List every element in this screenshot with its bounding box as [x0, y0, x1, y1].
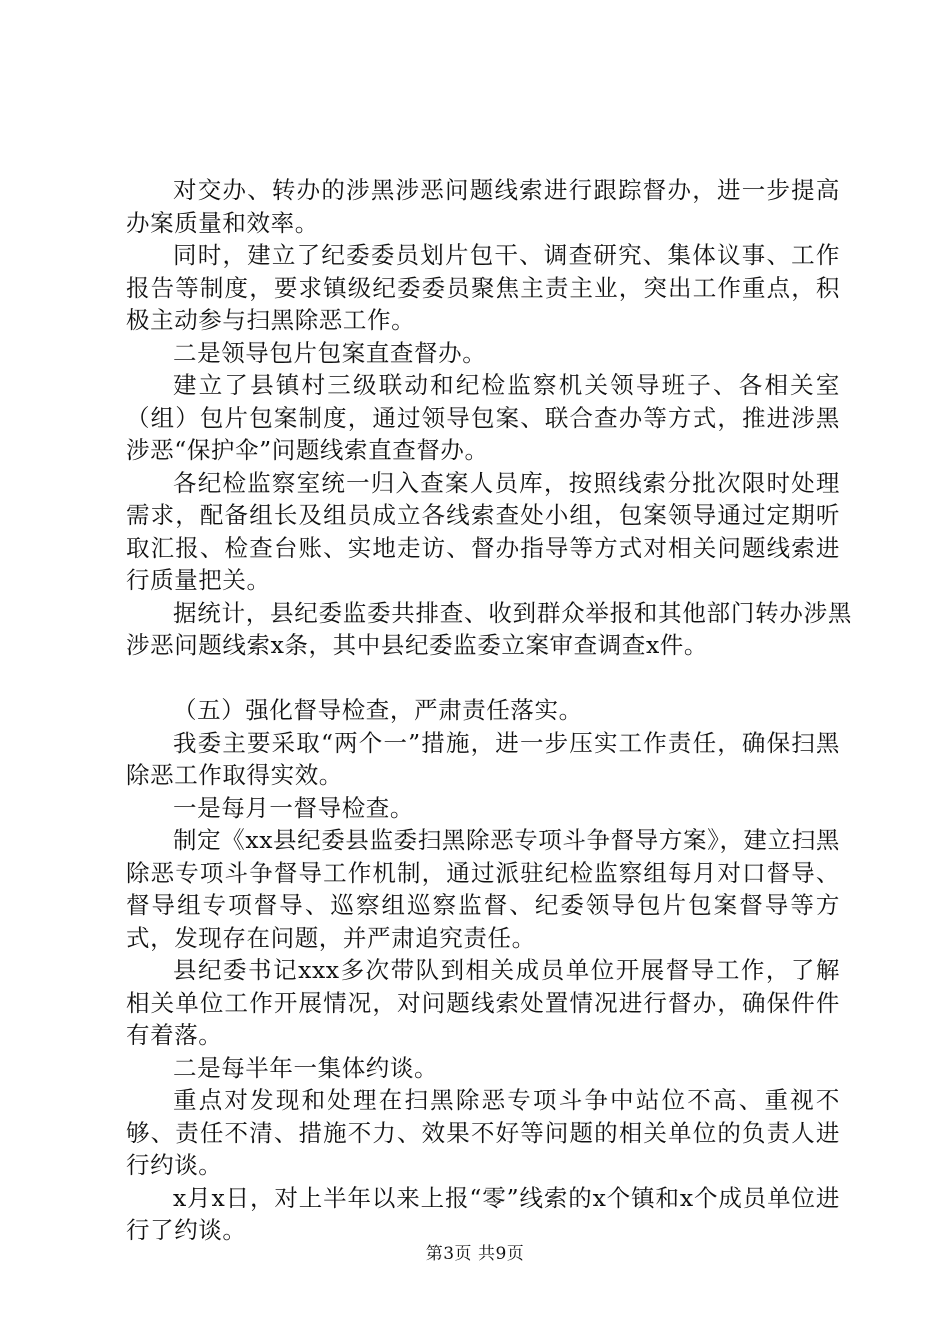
paragraph-spacer [126, 662, 840, 695]
page-number-footer: 第3页 共9页 [425, 1244, 525, 1264]
paragraph-committee-system: 同时，建立了纪委委员划片包干、调查研究、集体议事、工作报告等制度，要求镇级纪委委员聚焦主责主业，突出工作重点，积极主动参与扫黑除恶工作。 [126, 241, 840, 334]
paragraph-statistics: 据统计，县纪委监委共排查、收到群众举报和其他部门转办涉黑涉恶问题线索x条，其中县纪委监委立案审查调查x件。 [126, 598, 852, 659]
paragraph-three-level-linkage: 建立了县镇村三级联动和纪检监察机关领导班子、各相关室（组）包片包案制度，通过领导包案、联合查办等方式，推进涉黑涉恶“保护伞”问题线索直查督办。 [126, 371, 840, 464]
paragraph-heading-monthly-inspection: 一是每月一督导检查。 [173, 793, 414, 822]
document-body [126, 174, 852, 1247]
paragraph-followup-supervision: 对交办、转办的涉黑涉恶问题线索进行跟踪督办，进一步提高办案质量和效率。 [126, 176, 840, 237]
paragraph-talk-date: x月x日，对上半年以来上报“零”线索的x个镇和x个成员单位进行了约谈。 [126, 1183, 840, 1244]
paragraph-two-ones-measures: 我委主要采取“两个一”措施，进一步压实工作责任，确保扫黑除恶工作取得实效。 [126, 728, 840, 789]
paragraph-secretary-inspection: 县纪委书记xxx多次带队到相关成员单位开展督导工作，了解相关单位工作开展情况，对问题线索处置情况进行督办，确保件件有着落。 [126, 956, 840, 1049]
paragraph-investigation-teams: 各纪检监察室统一归入查案人员库，按照线索分批次限时处理需求，配备组长及组员成立各线索查处小组，包案领导通过定期听取汇报、检查台账、实地走访、督办指导等方式对相关问题线索进行质量把关。 [126, 468, 840, 594]
paragraph-heading-half-year-talk: 二是每半年一集体约谈。 [173, 1053, 439, 1082]
paragraph-heading-leader-cases: 二是领导包片包案直查督办。 [173, 338, 487, 367]
paragraph-talk-targets: 重点对发现和处理在扫黑除恶专项斗争中站位不高、重视不够、责任不清、措施不力、效果不好等问题的相关单位的负责人进行约谈。 [126, 1086, 840, 1179]
section-heading-five: （五）强化督导检查，严肃责任落实。 [173, 696, 583, 724]
paragraph-inspection-plan: 制定《xx县纪委县监委扫黑除恶专项斗争督导方案》，建立扫黑除恶专项斗争督导工作机制，通过派驻纪检监察组每月对口督导、督导组专项督导、巡察组巡察监督、纪委领导包片包案督导等方式，发现存在问题，并严肃追究责任。 [126, 826, 840, 952]
